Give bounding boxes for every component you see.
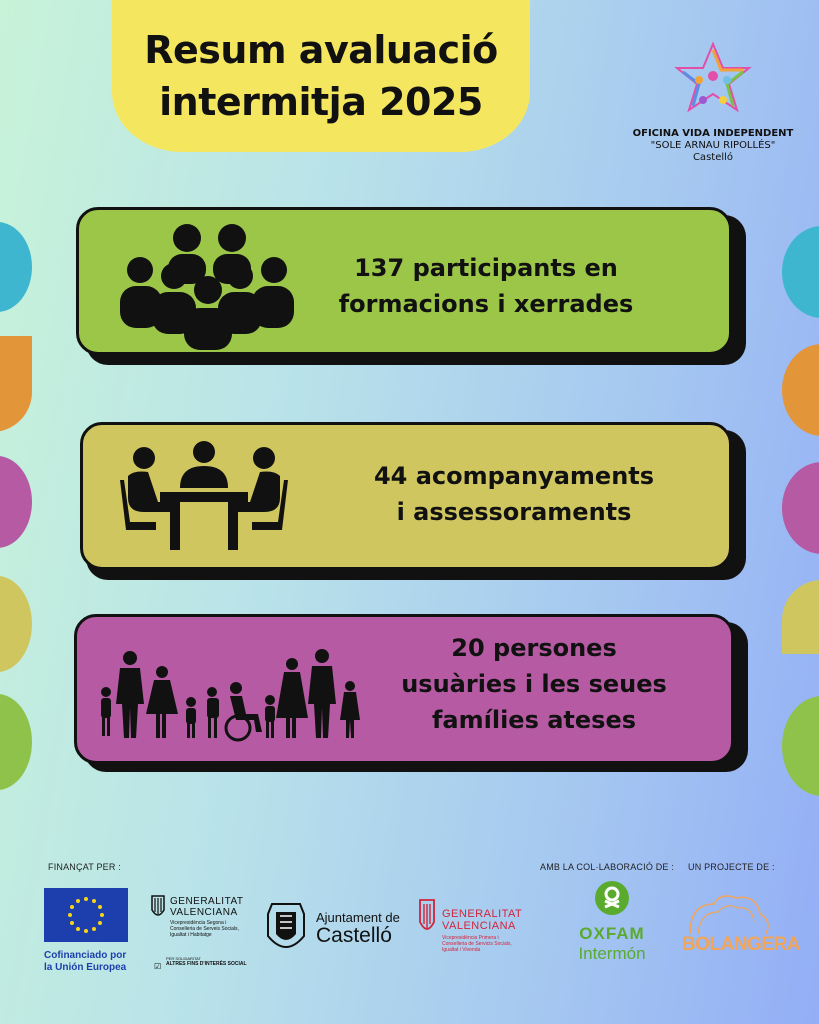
ajuntament-line-1: Ajuntament de	[316, 910, 400, 925]
oxfam-logo	[560, 880, 664, 964]
page-title	[112, 24, 530, 128]
group-people-icon	[112, 220, 302, 350]
deco-left-olive	[0, 576, 32, 672]
bolangera-name: BOLANGERA	[682, 934, 800, 955]
deco-right-purple	[782, 462, 819, 554]
card-3-line-3: famílies ateses	[431, 706, 637, 734]
eu-logo	[44, 888, 128, 974]
org-logo	[628, 40, 798, 164]
deco-right-green	[782, 696, 819, 796]
gv1-tick-2: ALTRES FINS D'INTERÈS SOCIAL	[166, 961, 247, 967]
card-2-line-1: 44 acompanyaments	[373, 462, 655, 490]
card-2-text	[324, 458, 704, 530]
funded-by-label: FINANÇAT PER :	[48, 862, 121, 872]
org-name: OFICINA VIDA INDEPENDENT	[632, 128, 794, 139]
deco-right-olive	[782, 580, 819, 654]
card-1-line-2: formacions i xerrades	[338, 290, 634, 318]
gv2-sub-3: Igualtat i Vivenda	[442, 947, 481, 953]
gv1-sub-3: Igualtat i Habitatge	[170, 932, 212, 938]
ajuntament-logo	[262, 900, 412, 960]
eu-flag-icon	[44, 888, 128, 942]
ajuntament-line-2: Castelló	[316, 924, 392, 947]
castello-crest-icon	[262, 900, 310, 958]
gv1-sub-1: Vicepresidència Segona i	[170, 920, 227, 926]
card-1-line-1: 137 participants en	[354, 254, 618, 282]
card-3-line-1: 20 persones	[451, 634, 617, 662]
gv1-sub-2: Conselleria de Serveis Socials,	[170, 926, 239, 932]
bolangera-swirl-icon	[680, 890, 776, 940]
gv1-name-2: VALENCIANA	[170, 907, 238, 918]
title-line-1: Resum avaluació	[144, 28, 498, 72]
deco-left-purple	[0, 456, 32, 548]
card-2-line-2: i assessoraments	[396, 498, 632, 526]
oxfam-line-2: Intermón	[578, 944, 646, 963]
project-label: UN PROJECTE DE :	[688, 862, 775, 872]
deco-left-green	[0, 694, 32, 790]
gv-red-shield-icon	[418, 898, 436, 938]
gv2-name-1: GENERALITAT	[442, 908, 523, 920]
deco-left-blue	[0, 222, 32, 312]
gv2-name-2: VALENCIANA	[442, 920, 516, 932]
gv1-tick-1: PER SOLIDARITAT	[166, 956, 201, 961]
card-1-text	[316, 250, 656, 322]
title-line-2: intermitja 2025	[159, 80, 483, 124]
eu-line-1: Cofinanciado por	[44, 950, 127, 961]
oxfam-line-1: OXFAM	[579, 924, 645, 943]
gv-shield-icon	[150, 894, 166, 920]
gv1-name-1: GENERALITAT	[170, 896, 244, 907]
generalitat-logo-2	[418, 898, 538, 958]
checkbox-icon: ☑	[154, 962, 162, 971]
oxfam-circle-icon	[594, 880, 630, 916]
deco-right-blue	[782, 226, 819, 318]
card-3-line-2: usuàries i les seues	[401, 670, 667, 698]
deco-left-orange	[0, 336, 32, 432]
collaboration-label: AMB LA COL·LABORACIÓ DE :	[540, 862, 675, 872]
card-3-text	[364, 630, 704, 738]
bolangera-logo	[680, 890, 800, 970]
star-people-icon	[663, 40, 763, 124]
gv2-sub-2: Conselleria de Servicis Socials,	[442, 941, 512, 947]
org-subtitle: "SOLE ARNAU RIPOLLÉS"	[650, 140, 776, 151]
meeting-table-icon	[116, 440, 292, 560]
families-silhouette-icon	[96, 648, 362, 744]
org-city: Castelló	[692, 152, 734, 163]
deco-right-orange	[782, 344, 819, 436]
gv2-sub-1: Vicepresidència Primera i	[442, 935, 499, 941]
eu-line-2: la Unión Europea	[44, 962, 127, 973]
